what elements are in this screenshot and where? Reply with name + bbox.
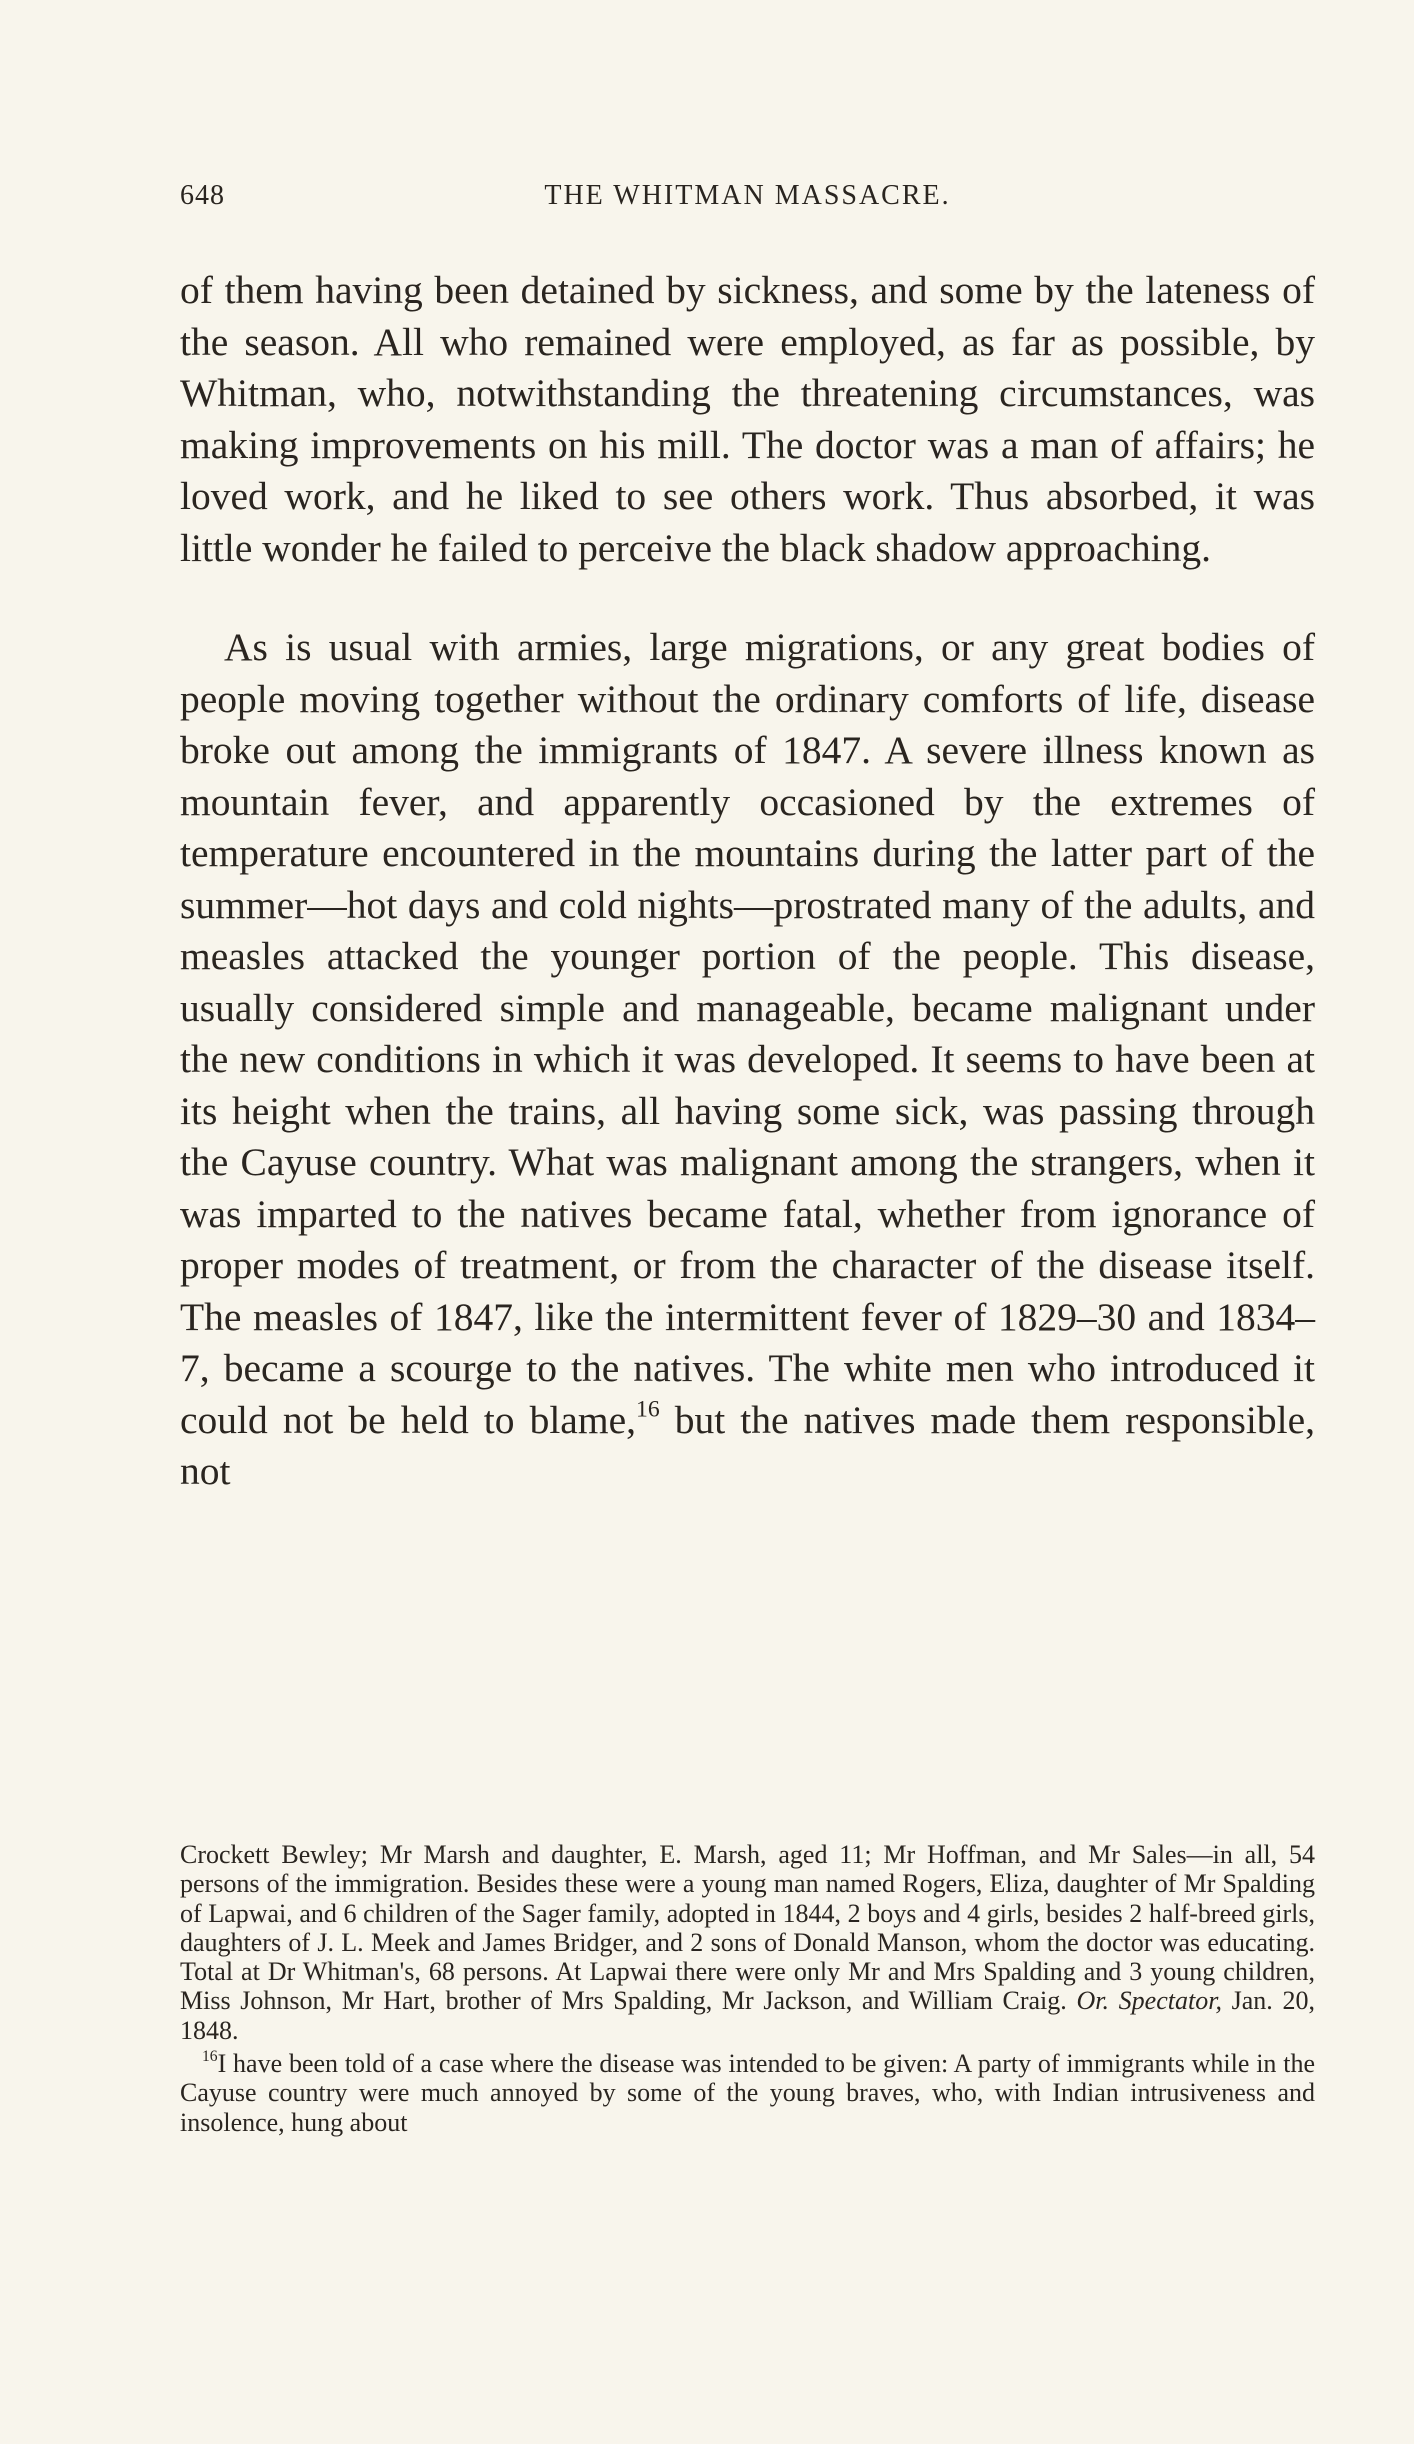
page-header (180, 180, 1315, 220)
running-title: THE WHITMAN MASSACRE. (544, 180, 951, 211)
footnotes (180, 1840, 1315, 2137)
footnote-continuation-text: Crockett Bewley; Mr Marsh and daughter, E. Marsh, aged 11; Mr Hoffman, and Mr Sales—in all, 54 persons of the immigration. Besides these were a young man named Rogers, Eliza, daughter of Mr Spalding of Lapwai, and 6 children of the Sager family, adopted in 1844, 2 boys and 4 girls, besides 2 half-breed girls, daughters of J. L. Meek and James Bridger, and 2 sons of Donald Manson, whom the doctor was educating. Total at Dr Whitman's, 68 persons. At Lapwai there were only Mr and Mrs Spalding and 3 young children, Miss Johnson, Mr Hart, brother of Mrs Spalding, Mr Jackson, and William Craig. (180, 1840, 1315, 2016)
footnote-source: Or. Spectator, (1076, 1986, 1222, 2016)
footnote-date: Jan. 20, 1848. (180, 1986, 1315, 2045)
footnote-marker-16: 16 (202, 2048, 218, 2066)
page-number: 648 (180, 180, 225, 211)
paragraph-2-text-b: but the natives made them responsible, not (180, 1397, 1316, 1493)
paragraph-2-text-a: As is usual with armies, large migrations, or any great bodies of people moving together without the ordinary comforts of life, disease broke out among the immigrants of 1847. A severe illness known as mountain fever, and apparently occasioned by the extremes of temperature encountered in the mountains during the latter part of the summer—hot days and cold nights—prostrated many of the adults, and measles attacked the younger portion of the people. This disease, usually considered simple and manageable, became malignant under the new conditions in which it was developed. It seems to have been at its height when the trains, all having some sick, was passing through the Cayuse country. What was malignant among the strangers, when it was imparted to the natives became fatal, whether from ignorance of proper modes of treatment, or from the character of the disease itself. The measles of 1847, like the intermittent fever of 1829–30 and 1834–7, became a scourge to the natives. The white men who introduced it could not be held to blame, (180, 625, 1315, 1442)
footnote-continuation (180, 1840, 1315, 2045)
footnote-16 (180, 2049, 1315, 2137)
paragraph-1: of them having been detained by sickness, and some by the lateness of the season. All who remained were employed, as far as possible, by Whitman, who, notwithstanding the threatening circumstances, was making improvements on his mill. The doctor was a man of affairs; he loved work, and he liked to see others work. Thus absorbed, it was little wonder he failed to perceive the black shadow approaching. (180, 268, 1315, 570)
footnote-reference-16: 16 (635, 1395, 660, 1422)
footnote-16-text: I have been told of a case where the disease was intended to be given: A party of immigrants while in the Cayuse country were much annoyed by some of the young braves, who, with Indian intrusiveness and insolence, hung about (180, 2049, 1315, 2137)
paragraph-2 (180, 622, 1315, 1498)
body-text (180, 265, 1315, 1498)
